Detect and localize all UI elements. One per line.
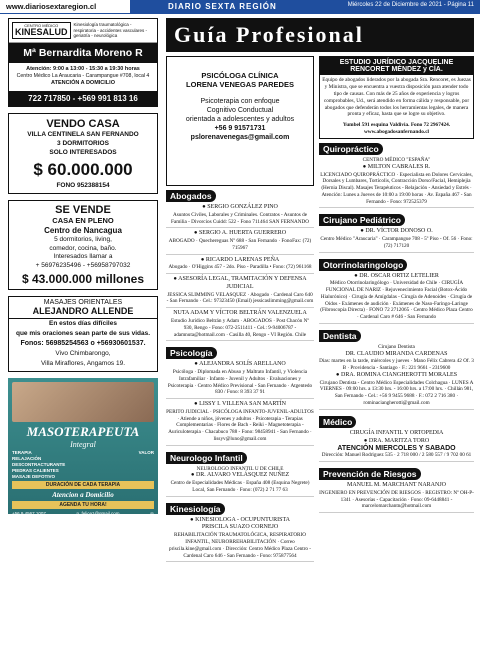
kinesalud-address: Centro Médico La Araucaria - Carampangue #708, local 4 (16, 73, 150, 80)
vendo-line: 3 DORMITORIOS (57, 139, 109, 147)
psicologa-ad (166, 56, 314, 186)
kinesalud-hours: Atención: 9:00 a 13:00 - 15:30 a 19:30 horas (26, 66, 140, 72)
guide-col-2 (319, 56, 474, 564)
maso-agenda: AGENDA TU HORA! (12, 501, 154, 509)
juridico-ad (319, 56, 474, 139)
maso-row: DESCONTRACTURANTE (12, 461, 66, 467)
kinesalud-home: ATENCIÓN A DOMICILIO (51, 80, 115, 87)
masajes-name: ALEJANDRO ALLENDE (9, 306, 157, 319)
vendo-price: $ 60.000.000 (33, 160, 133, 180)
psicologa-line: Psicoterapia con enfoque (200, 98, 280, 105)
maso-row: MASAJE DEFOTIVO (12, 473, 56, 479)
juridico-text: Equipo de abogados liderados por la abogada Sra. Rencoret, es Juezas y Ministra, que se encuentra a vuestra disposición para atender todo tipo de causas. Con más de 25 años de experiencia y logros comprobables, Ud., será atendido en forma cálida y responsable, por abogados que defenderán todos los herramientas legales, de manera pronta y eficaz, hasta que se logre su objetivo. (322, 77, 471, 118)
section-neurologo: Neurologo Infantil (166, 452, 247, 464)
maso-mail: p_felice1@gmail.com (76, 511, 120, 517)
page-date: Miércoles 22 de Diciembre de 2021 - Página 11 (347, 2, 474, 8)
vendo-casa-ad (8, 113, 158, 194)
kinesalud-phone: 722 717850 - +569 991 813 16 (9, 91, 157, 106)
maso-aten: Atencion a Domicilio (52, 490, 114, 499)
juridico-title: ESTUDIO JURÍDICO JACQUELINE RENCORET MÉNDEZ y CÍA. (320, 57, 473, 75)
maso-band: DURACIÓN DE CADA TERAPIA (12, 481, 154, 489)
masajes-line: que mis oraciones sean parte de sus vidas. (15, 330, 151, 338)
section-medico: Médico (319, 416, 356, 428)
maso-col: VALOR (138, 449, 154, 455)
list-item: ● KINESIOLOGA - OCUPUNTURISTA PRISCILA SUAZO CORNEJO REHABILITACIÓN TRAUMATOLÓGICA, RESPIRATORIO INFANTIL, NEURORREHABILITACIÓN · Correo priscila.kine@gmail.com · Dirección: Centro Médico Plaza Centro - Cardenal Caro 646 - San Fernando - Fono: 975877564 (166, 517, 314, 563)
masajes-line: Vivo Chimbarongo, (55, 350, 111, 358)
list-item: Cirujano Dentista DR. CLAUDIO MIRANDA CARDENAS Dias: martes en la tarde, miércoles y jueves · Mano Félix Cabrera 42 Of. 3 B · Providencia - Santiago · F.: 221 9661 - 2319600 ● DRA. ROMINA CIANGHEROTTI MORALES Cirujano Dentista - Centro Médico Especialidades Colchagua · LUNES A VIERNES · 09:00 hrs. a 13:30 hrs. - 16:00 hrs. a 17:00 hrs. · Chillán 981, San Fernando - Cel.: +56 9 9455 9688 · F.: 072 2 716 380 · rominaciangherotti@gmail.com (319, 344, 474, 410)
masajes-phones: Fonos: 56985254563 o +56930601537. (20, 339, 146, 347)
section-abogados: Abogados (166, 190, 216, 202)
masajes-line: Villa Miraflores, Angamos 19. (40, 360, 126, 367)
guide-col-1 (166, 56, 314, 564)
list-item: ● SERGIO A. HUERTA GUERRERO ABOGADO · Quechereguas Nº 688 - San Fernando · FonoFax: (72) 715967 (166, 230, 314, 254)
section-prevencion: Prevención de Riesgos (319, 468, 421, 480)
sevende-place: Centro de Nancagua (44, 226, 122, 236)
sevende-phones: + 56976235496 - +56958797032 (35, 261, 131, 269)
list-item: ● ASESORÍA LEGAL, TRAMITACIÓN Y DEFENSA JUDICIAL JESSICA SLIMMING VELASQUEZ · Abogado · Cardenal Caro 640 - San Fernando · Cel.: 97323450 (Email) jessicaslimming@gmail.com (166, 276, 314, 308)
list-item: ● RICARDO LARENAS PEÑA Abogado · O'Higgins 457 - 2do. Piso - Paradilla • Fono: (72) 961168 (166, 257, 314, 275)
psicologa-h2: LORENA VENEGAS PAREDES (186, 80, 294, 89)
masajes-ad (8, 296, 158, 372)
list-item: ● ALEJANDRA SOLÍS ARELLANO Psicóloga · Diplomada en Abuso y Maltrato Infantil, y Violencia Intrafamiliar · Infanto - Juvenil y Adultos · Evaluaciones y Psicoterapia · Centro Médico Previsional - San Fernando · Atgentedo 830 / Fono: 8 393 37 91 (166, 361, 314, 399)
right-column (166, 18, 474, 564)
juridico-contact: Yumbel 591 esquina Valdivia. Fono 72 2967424. www.abogadosanfernando.cl (342, 122, 451, 136)
sevende-line: comedor, cocina, baño. (49, 244, 117, 252)
maso-row: PIEDRAS CALIENTES (12, 467, 59, 473)
maso-row: RELAJACIÓN (12, 455, 42, 461)
vendo-line: VILLA CENTINELA SAN FERNANDO (27, 130, 139, 138)
psicologa-email: pslorenavenegas@gmail.com (190, 134, 290, 142)
massage-photo (12, 382, 154, 422)
list-item: MANUEL M. MARCHANT NARANJO INGENIERO EN PREVENCIÓN DE RIESGOS · REGISTRO: Nº OH-P-1341 · Asesorías - Capacitación · Fono: 09-6448841 - marcelomarchantn@hotmail.com (319, 482, 474, 513)
kinesalud-ad (8, 18, 158, 107)
list-item: ● LISSY I. VILLENA SAN MARTÍN PERITO JUDICIAL · PSICÓLOGA INFANTO-JUVENIL-ADULTOS · Atiende a niños, jóvenes y adultos · Psicoterapia - Terapias Complementarias · Flores de Bach - Reiki - Magnetoterapia - Auriculoterapia · Chacabuco 788 - Fono: 98458941 - San Fernando · lissyv@luno@gmail.com (166, 401, 314, 446)
vendo-line: SOLO INTERESADOS (49, 149, 117, 157)
kinesalud-services: Kinesiología traumatológica - respiratoria - accidentes vasculares - geriatría - neurológica (73, 22, 148, 39)
psicologa-line: Cognitivo Conductual (206, 107, 274, 115)
vendo-phone: FONO 952388154 (56, 182, 110, 190)
sevende-sub: CASA EN PLENO (52, 216, 114, 226)
section-kinesiologia: Kinesiología (166, 503, 225, 515)
left-column (8, 18, 158, 520)
list-item: ● SERGIO GONZÁLEZ PINO Asuntos Civiles, Laborales y Criminales. Contratos - Asuntos de Familia - Divorcios Cuidd: 522 - Fono 711464 SAN FERNANDO (166, 204, 314, 228)
section-otorrino: Otorrinolaringologo (319, 259, 407, 271)
masajes-title: MASAJES ORIENTALES (43, 299, 123, 307)
list-item: CIRUGÍA INFANTIL Y ORTOPEDIA ● DRA. MARITZA TORO ATENCIÓN MIERCOLES Y SABADO Dirección: Manuel Rodriguez 535 · 2 718 000 / 2 580 557 / 9 702 00 61 (319, 430, 474, 462)
instagram-icon: ◎ (150, 510, 154, 516)
sevende-price: $ 43.000.000 millones (21, 272, 145, 287)
kinesalud-logo: CENTRO MÉDICO KINESALUD (12, 22, 71, 39)
list-item: ● DR. VÍCTOR DONOSO O. Centro Médico "Araucaria" · Carampangue 708 - 5º Piso - Of. 56 · Fono: (72) 717120 (319, 228, 474, 252)
maso-phone: +56 9 4567 1007 (12, 511, 46, 517)
se-vende-ad (8, 200, 158, 290)
list-item: ● DR. OSCAR ORTIZ LETELIER Médico Otorrinolaringólogo · Universidad de Chile · CIRUGÍA FUNCIONAL DE NARIZ · Rejuvenecimiento Facial (Botox-Ácido Hialurónico) · Cirugía de Amígdalas - Cirugía de Adenoides · Cirugía de Oídos - Exámenes de audición · Exámenes de Naso-Faringo-Laringe (Fibroscopía Directa) · FONO 72 2712065 · Centro Médico Plaza Centro · Cardenal Caro # 646 - San Fernando (319, 273, 474, 324)
site-url[interactable]: www.diariosextaregion.cl (6, 2, 97, 11)
section-quiropractico: Quiropráctico (319, 143, 383, 155)
psicologa-line: orientada a adolescentes y adultos (185, 116, 295, 124)
guide-banner: Guía Profesional (166, 18, 474, 52)
list-item: NEUROLOGO INFANTIL U DE CHILE ● DR. ALVARO VELÁSQUEZ NUÑEZ Centro de Especialidades Médicas · España 408 (Esquina Negrete) Local, San Fernando · Fono: (072) 2 71 77 63 (166, 466, 314, 497)
section-psicologia: Psicología (166, 347, 217, 359)
masajes-line: En estos días difíciles (49, 320, 117, 328)
section-dentista: Dentista (319, 330, 361, 342)
section-title: DIARIO SEXTA REGIÓN (168, 2, 277, 11)
section-cirujano: Cirujano Pediátrico (319, 214, 405, 226)
sevende-line: 5 dormitorios, living, (54, 236, 112, 244)
list-item: CENTRO MÉDICO "ESPAÑA" ● MILTON CABRALES R. LICENCIADO QUIROPRÁCTICO · Especialista en Dolores Cervicales, Dorsales y Lumbares, Tortícolis, Contracción Dorso/Facial, Hemiplejia (Hernia Discal). Masajes Terapéuticos - Relajación - Ansiedad y Estrés · Atención: Lunes a Jueves de 10:00 a 19:00 horas · Av. España 467 - San Fernando - Fono: 972525379 (319, 157, 474, 208)
sevende-line: Interesados llamar a (53, 253, 113, 261)
psicologa-phone: +56 9 91571731 (214, 125, 266, 133)
vendo-title: VENDO CASA (46, 117, 120, 130)
maso-title: MASOTERAPEUTA (26, 423, 140, 439)
list-item: NUTA ADAM Y VÍCTOR BELTRÁN VALENZUELA Estudio Jurídico Beltrán y Adam · ABOGADOS · Post Chacón Nº 930, Rengo - Fono: 072-2511411 - Cel.: 9-94006787 - adamnuta@hotmail.com · Casilla 40, Rengo - VI Región. Chile (166, 310, 314, 341)
psicologa-h1: PSICÓLOGA CLÍNICA (201, 71, 279, 80)
sevende-title: SE VENDE (55, 204, 111, 217)
maso-sub: Integral (70, 439, 96, 449)
maso-col: TERAPIA (12, 449, 32, 455)
page-header (0, 0, 480, 14)
kinesalud-name: Mª Bernardita Moreno R (9, 43, 157, 63)
masoterapeuta-ad (8, 378, 158, 517)
